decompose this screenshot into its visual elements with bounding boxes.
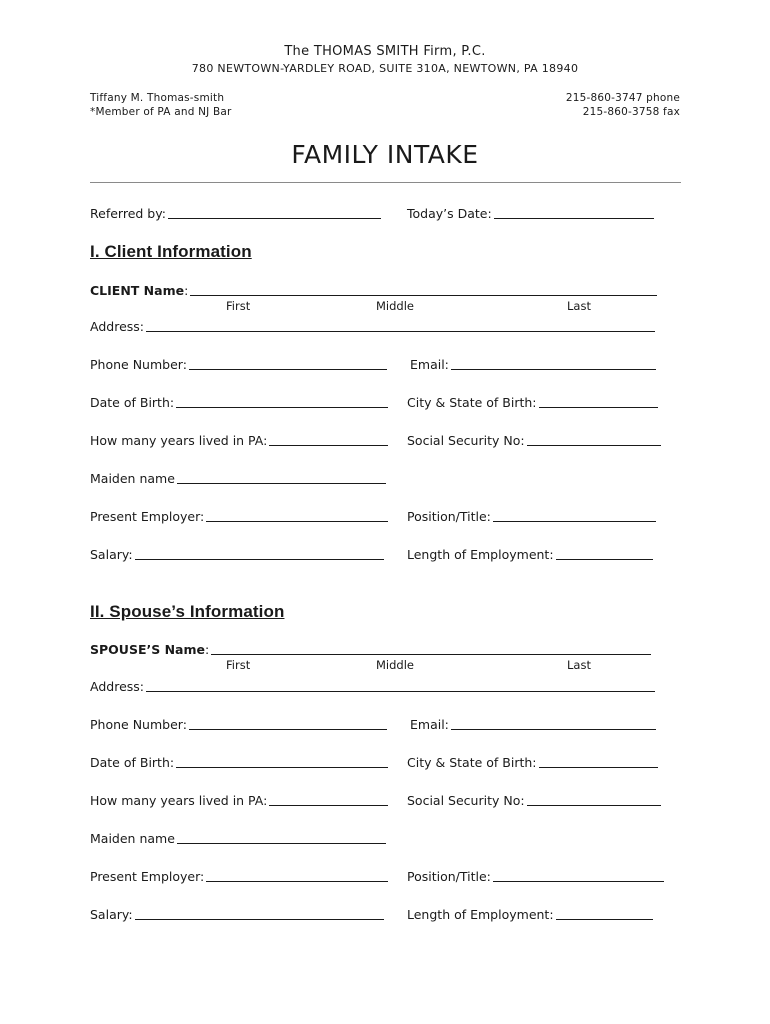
title-divider <box>90 182 681 183</box>
client-employer-line[interactable] <box>206 507 388 522</box>
referred-by-label: Referred by: <box>90 206 166 221</box>
client-salary-field[interactable] <box>90 544 384 562</box>
spouse-middle-caption: Middle <box>376 658 414 672</box>
contact-block <box>566 91 680 119</box>
client-position-line[interactable] <box>493 507 656 522</box>
client-years-pa-line[interactable] <box>269 431 388 446</box>
spouse-employer-label: Present Employer: <box>90 869 205 884</box>
client-salary-label: Salary: <box>90 547 133 562</box>
client-years-pa-label: How many years lived in PA: <box>90 433 268 448</box>
client-employment-length-label: Length of Employment: <box>407 547 554 562</box>
todays-date-line[interactable] <box>494 204 654 219</box>
client-address-field[interactable] <box>90 316 655 334</box>
client-years-pa-field[interactable] <box>90 430 388 448</box>
spouse-first-caption: First <box>226 658 251 672</box>
spouse-email-line[interactable] <box>451 715 656 730</box>
client-email-line[interactable] <box>451 355 656 370</box>
spouse-birthplace-line[interactable] <box>539 753 659 768</box>
client-employment-length-field[interactable] <box>407 544 653 562</box>
client-birthplace-field[interactable] <box>407 392 658 410</box>
todays-date-field[interactable] <box>407 203 654 221</box>
client-position-field[interactable] <box>407 506 656 524</box>
client-last-caption: Last <box>567 299 591 313</box>
spouse-employer-line[interactable] <box>206 867 388 882</box>
client-address-line[interactable] <box>146 317 655 332</box>
client-middle-caption: Middle <box>376 299 414 313</box>
client-email-field[interactable] <box>410 354 656 372</box>
client-name-line[interactable] <box>190 281 657 296</box>
spouse-name-field[interactable] <box>90 639 651 657</box>
client-salary-line[interactable] <box>135 545 384 560</box>
spouse-phone-field[interactable] <box>90 714 387 732</box>
client-name-label: CLIENT Name: <box>90 283 189 298</box>
client-first-caption: First <box>226 299 251 313</box>
client-dob-line[interactable] <box>176 393 388 408</box>
spouse-ssn-field[interactable] <box>407 790 661 808</box>
spouse-section-heading: II. Spouse’s Information <box>90 602 285 621</box>
spouse-dob-line[interactable] <box>176 753 388 768</box>
spouse-ssn-line[interactable] <box>527 791 661 806</box>
client-name-field[interactable] <box>90 280 657 298</box>
client-employer-field[interactable] <box>90 506 388 524</box>
client-dob-label: Date of Birth: <box>90 395 175 410</box>
client-dob-field[interactable] <box>90 392 388 410</box>
spouse-dob-label: Date of Birth: <box>90 755 175 770</box>
spouse-maiden-label: Maiden name <box>90 831 175 846</box>
spouse-email-field[interactable] <box>410 714 656 732</box>
client-birthplace-line[interactable] <box>539 393 659 408</box>
spouse-name-label: SPOUSE’S Name: <box>90 642 210 657</box>
spouse-years-pa-line[interactable] <box>269 791 388 806</box>
spouse-address-line[interactable] <box>146 677 655 692</box>
spouse-position-line[interactable] <box>493 867 664 882</box>
client-maiden-field[interactable] <box>90 468 386 486</box>
client-employer-label: Present Employer: <box>90 509 205 524</box>
client-phone-field[interactable] <box>90 354 387 372</box>
client-address-label: Address: <box>90 319 144 334</box>
spouse-employment-length-field[interactable] <box>407 904 653 922</box>
phone-number: 215-860-3747 phone <box>565 92 680 104</box>
spouse-employer-field[interactable] <box>90 866 388 884</box>
bar-membership-note: *Member of PA and NJ Bar <box>90 106 232 118</box>
spouse-employment-length-label: Length of Employment: <box>407 907 554 922</box>
client-phone-label: Phone Number: <box>90 357 187 372</box>
client-phone-line[interactable] <box>189 355 387 370</box>
spouse-employment-length-line[interactable] <box>556 905 653 920</box>
spouse-years-pa-field[interactable] <box>90 790 388 808</box>
spouse-last-caption: Last <box>567 658 591 672</box>
spouse-address-field[interactable] <box>90 676 655 694</box>
client-maiden-label: Maiden name <box>90 471 175 486</box>
todays-date-label: Today’s Date: <box>407 206 492 221</box>
attorney-name: Tiffany M. Thomas-smith <box>90 92 225 104</box>
client-employment-length-line[interactable] <box>556 545 653 560</box>
spouse-birthplace-label: City & State of Birth: <box>407 755 537 770</box>
spouse-position-field[interactable] <box>407 866 664 884</box>
client-ssn-line[interactable] <box>527 431 661 446</box>
spouse-salary-field[interactable] <box>90 904 384 922</box>
client-maiden-line[interactable] <box>177 469 386 484</box>
document-title: FAMILY INTAKE <box>291 140 479 169</box>
spouse-address-label: Address: <box>90 679 144 694</box>
attorney-block <box>90 91 232 119</box>
spouse-birthplace-field[interactable] <box>407 752 658 770</box>
spouse-salary-label: Salary: <box>90 907 133 922</box>
spouse-email-label: Email: <box>410 717 449 732</box>
client-birthplace-label: City & State of Birth: <box>407 395 537 410</box>
firm-address: 780 NEWTOWN-YARDLEY ROAD, SUITE 310A, NEWTOWN, PA 18940 <box>191 62 579 75</box>
spouse-phone-line[interactable] <box>189 715 387 730</box>
spouse-years-pa-label: How many years lived in PA: <box>90 793 268 808</box>
firm-name: The THOMAS SMITH Firm, P.C. <box>284 44 486 59</box>
fax-number: 215-860-3758 fax <box>582 106 680 118</box>
referred-by-field[interactable] <box>90 203 381 221</box>
client-ssn-field[interactable] <box>407 430 661 448</box>
spouse-dob-field[interactable] <box>90 752 388 770</box>
client-section-heading: I. Client Information <box>90 242 252 261</box>
client-position-label: Position/Title: <box>407 509 491 524</box>
spouse-salary-line[interactable] <box>135 905 384 920</box>
spouse-maiden-line[interactable] <box>177 829 386 844</box>
spouse-position-label: Position/Title: <box>407 869 491 884</box>
client-email-label: Email: <box>410 357 449 372</box>
spouse-maiden-field[interactable] <box>90 828 386 846</box>
referred-by-line[interactable] <box>168 204 381 219</box>
spouse-ssn-label: Social Security No: <box>407 793 525 808</box>
spouse-name-line[interactable] <box>211 640 651 655</box>
spouse-phone-label: Phone Number: <box>90 717 187 732</box>
client-ssn-label: Social Security No: <box>407 433 525 448</box>
